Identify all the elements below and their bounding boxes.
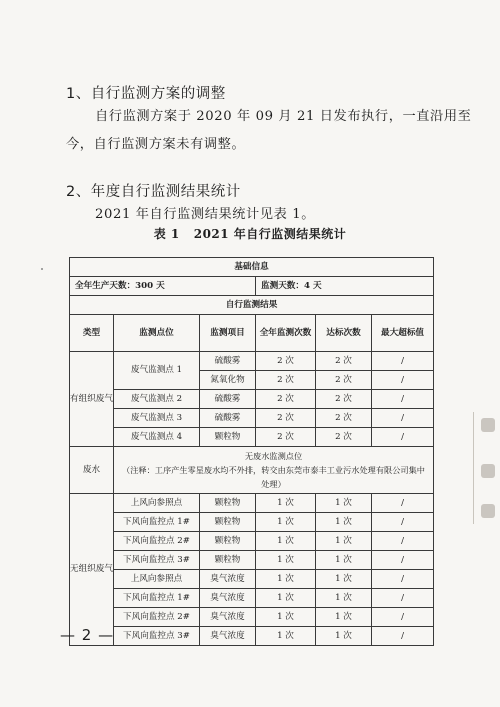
table-row [70, 513, 434, 532]
pass-cell: 1 次 [316, 627, 372, 646]
item-cell: 臭气浓度 [200, 608, 256, 627]
count-cell: 1 次 [256, 608, 316, 627]
max-cell: / [372, 551, 434, 570]
type-cell-wastewater: 废水 [70, 447, 114, 494]
count-cell: 2 次 [256, 390, 316, 409]
pass-cell: 2 次 [316, 371, 372, 390]
section-1-para-line2: 今，自行监测方案未有调整。 [66, 137, 246, 152]
table-caption-title: 2021 年自行监测结果统计 [193, 227, 347, 241]
table-row [70, 570, 434, 589]
count-cell: 1 次 [256, 532, 316, 551]
pass-cell: 1 次 [316, 494, 372, 513]
item-cell: 臭气浓度 [200, 570, 256, 589]
scan-mark [41, 268, 43, 270]
item-cell: 硫酸雾 [200, 409, 256, 428]
table-row [70, 532, 434, 551]
table-row [70, 608, 434, 627]
production-days-cell: 全年生产天数：300 天 [70, 277, 256, 296]
item-cell: 颗粒物 [200, 428, 256, 447]
item-cell: 颗粒物 [200, 494, 256, 513]
column-header-max-exceed: 最大超标值 [372, 315, 434, 352]
count-cell: 1 次 [256, 570, 316, 589]
point-cell: 上风向参照点 [114, 570, 200, 589]
wastewater-note-line2: （注释：工序产生零星废水均不外排，转交由东莞市泰丰工业污水处理有限公司集中处理） [122, 465, 425, 489]
section-2-para: 2021 年自行监测结果统计见表 1。 [95, 207, 315, 222]
point-cell: 下风向监控点 2# [114, 532, 200, 551]
pass-cell: 1 次 [316, 570, 372, 589]
wastewater-note-line1: 无废水监测点位 [244, 451, 303, 461]
table-row [70, 428, 434, 447]
pass-cell: 1 次 [316, 551, 372, 570]
section-1-para-line1: 自行监测方案于 2020 年 09 月 21 日发布执行，一直沿用至 [95, 109, 472, 124]
max-cell: / [372, 409, 434, 428]
table-row [70, 494, 434, 513]
point-cell: 下风向监控点 3# [114, 551, 200, 570]
max-cell: / [372, 428, 434, 447]
item-cell: 颗粒物 [200, 532, 256, 551]
pass-cell: 1 次 [316, 532, 372, 551]
pass-cell: 1 次 [316, 589, 372, 608]
point-cell: 废气监测点 2 [114, 390, 200, 409]
point-cell: 上风向参照点 [114, 494, 200, 513]
column-header-annual-count: 全年监测次数 [256, 315, 316, 352]
basic-info-header: 基础信息 [70, 258, 434, 277]
point-cell: 废气监测点 4 [114, 428, 200, 447]
max-cell: / [372, 570, 434, 589]
max-cell: / [372, 589, 434, 608]
type-cell-organized: 有组织废气 [70, 352, 114, 447]
column-header-point: 监测点位 [114, 315, 200, 352]
pass-cell: 2 次 [316, 390, 372, 409]
table-row [70, 409, 434, 428]
pass-cell: 1 次 [316, 513, 372, 532]
count-cell: 1 次 [256, 627, 316, 646]
pass-cell: 2 次 [316, 352, 372, 371]
count-cell: 1 次 [256, 513, 316, 532]
section-1-heading: 1、自行监测方案的调整 [66, 86, 226, 102]
max-cell: / [372, 513, 434, 532]
pass-cell: 2 次 [316, 428, 372, 447]
table-caption-number: 表 1 [153, 227, 180, 241]
max-cell: / [372, 390, 434, 409]
table-row [70, 551, 434, 570]
max-cell: / [372, 494, 434, 513]
pass-cell: 2 次 [316, 409, 372, 428]
count-cell: 1 次 [256, 551, 316, 570]
point-cell: 废气监测点 3 [114, 409, 200, 428]
table-row-wastewater [70, 447, 434, 494]
point-cell: 下风向监控点 1# [114, 589, 200, 608]
count-cell: 1 次 [256, 494, 316, 513]
max-cell: / [372, 352, 434, 371]
column-header-item: 监测项目 [200, 315, 256, 352]
seal-fragment [473, 412, 500, 524]
count-cell: 2 次 [256, 352, 316, 371]
item-cell: 氮氧化物 [200, 371, 256, 390]
column-header-type: 类型 [70, 315, 114, 352]
count-cell: 1 次 [256, 589, 316, 608]
type-cell-unorganized: 无组织废气 [70, 494, 114, 646]
table-row [70, 352, 434, 371]
point-cell: 废气监测点 1 [114, 352, 200, 390]
results-header: 自行监测结果 [70, 296, 434, 315]
page-number: — 2 — [60, 626, 115, 644]
count-cell: 2 次 [256, 371, 316, 390]
count-cell: 2 次 [256, 409, 316, 428]
point-cell: 下风向监控点 2# [114, 608, 200, 627]
table-row [70, 627, 434, 646]
monitoring-days-cell: 监测天数：4 天 [256, 277, 434, 296]
item-cell: 臭气浓度 [200, 589, 256, 608]
max-cell: / [372, 532, 434, 551]
item-cell: 颗粒物 [200, 551, 256, 570]
max-cell: / [372, 608, 434, 627]
table-caption [0, 225, 500, 242]
table-row [70, 390, 434, 409]
max-cell: / [372, 627, 434, 646]
item-cell: 臭气浓度 [200, 627, 256, 646]
point-cell: 下风向监控点 1# [114, 513, 200, 532]
count-cell: 2 次 [256, 428, 316, 447]
column-header-pass-count: 达标次数 [316, 315, 372, 352]
wastewater-note-cell [114, 447, 434, 494]
item-cell: 硫酸雾 [200, 390, 256, 409]
item-cell: 硫酸雾 [200, 352, 256, 371]
pass-cell: 1 次 [316, 608, 372, 627]
max-cell: / [372, 371, 434, 390]
monitoring-results-table [69, 257, 434, 646]
item-cell: 颗粒物 [200, 513, 256, 532]
point-cell: 下风向监控点 3# [114, 627, 200, 646]
section-2-heading: 2、年度自行监测结果统计 [66, 184, 241, 200]
table-row [70, 589, 434, 608]
